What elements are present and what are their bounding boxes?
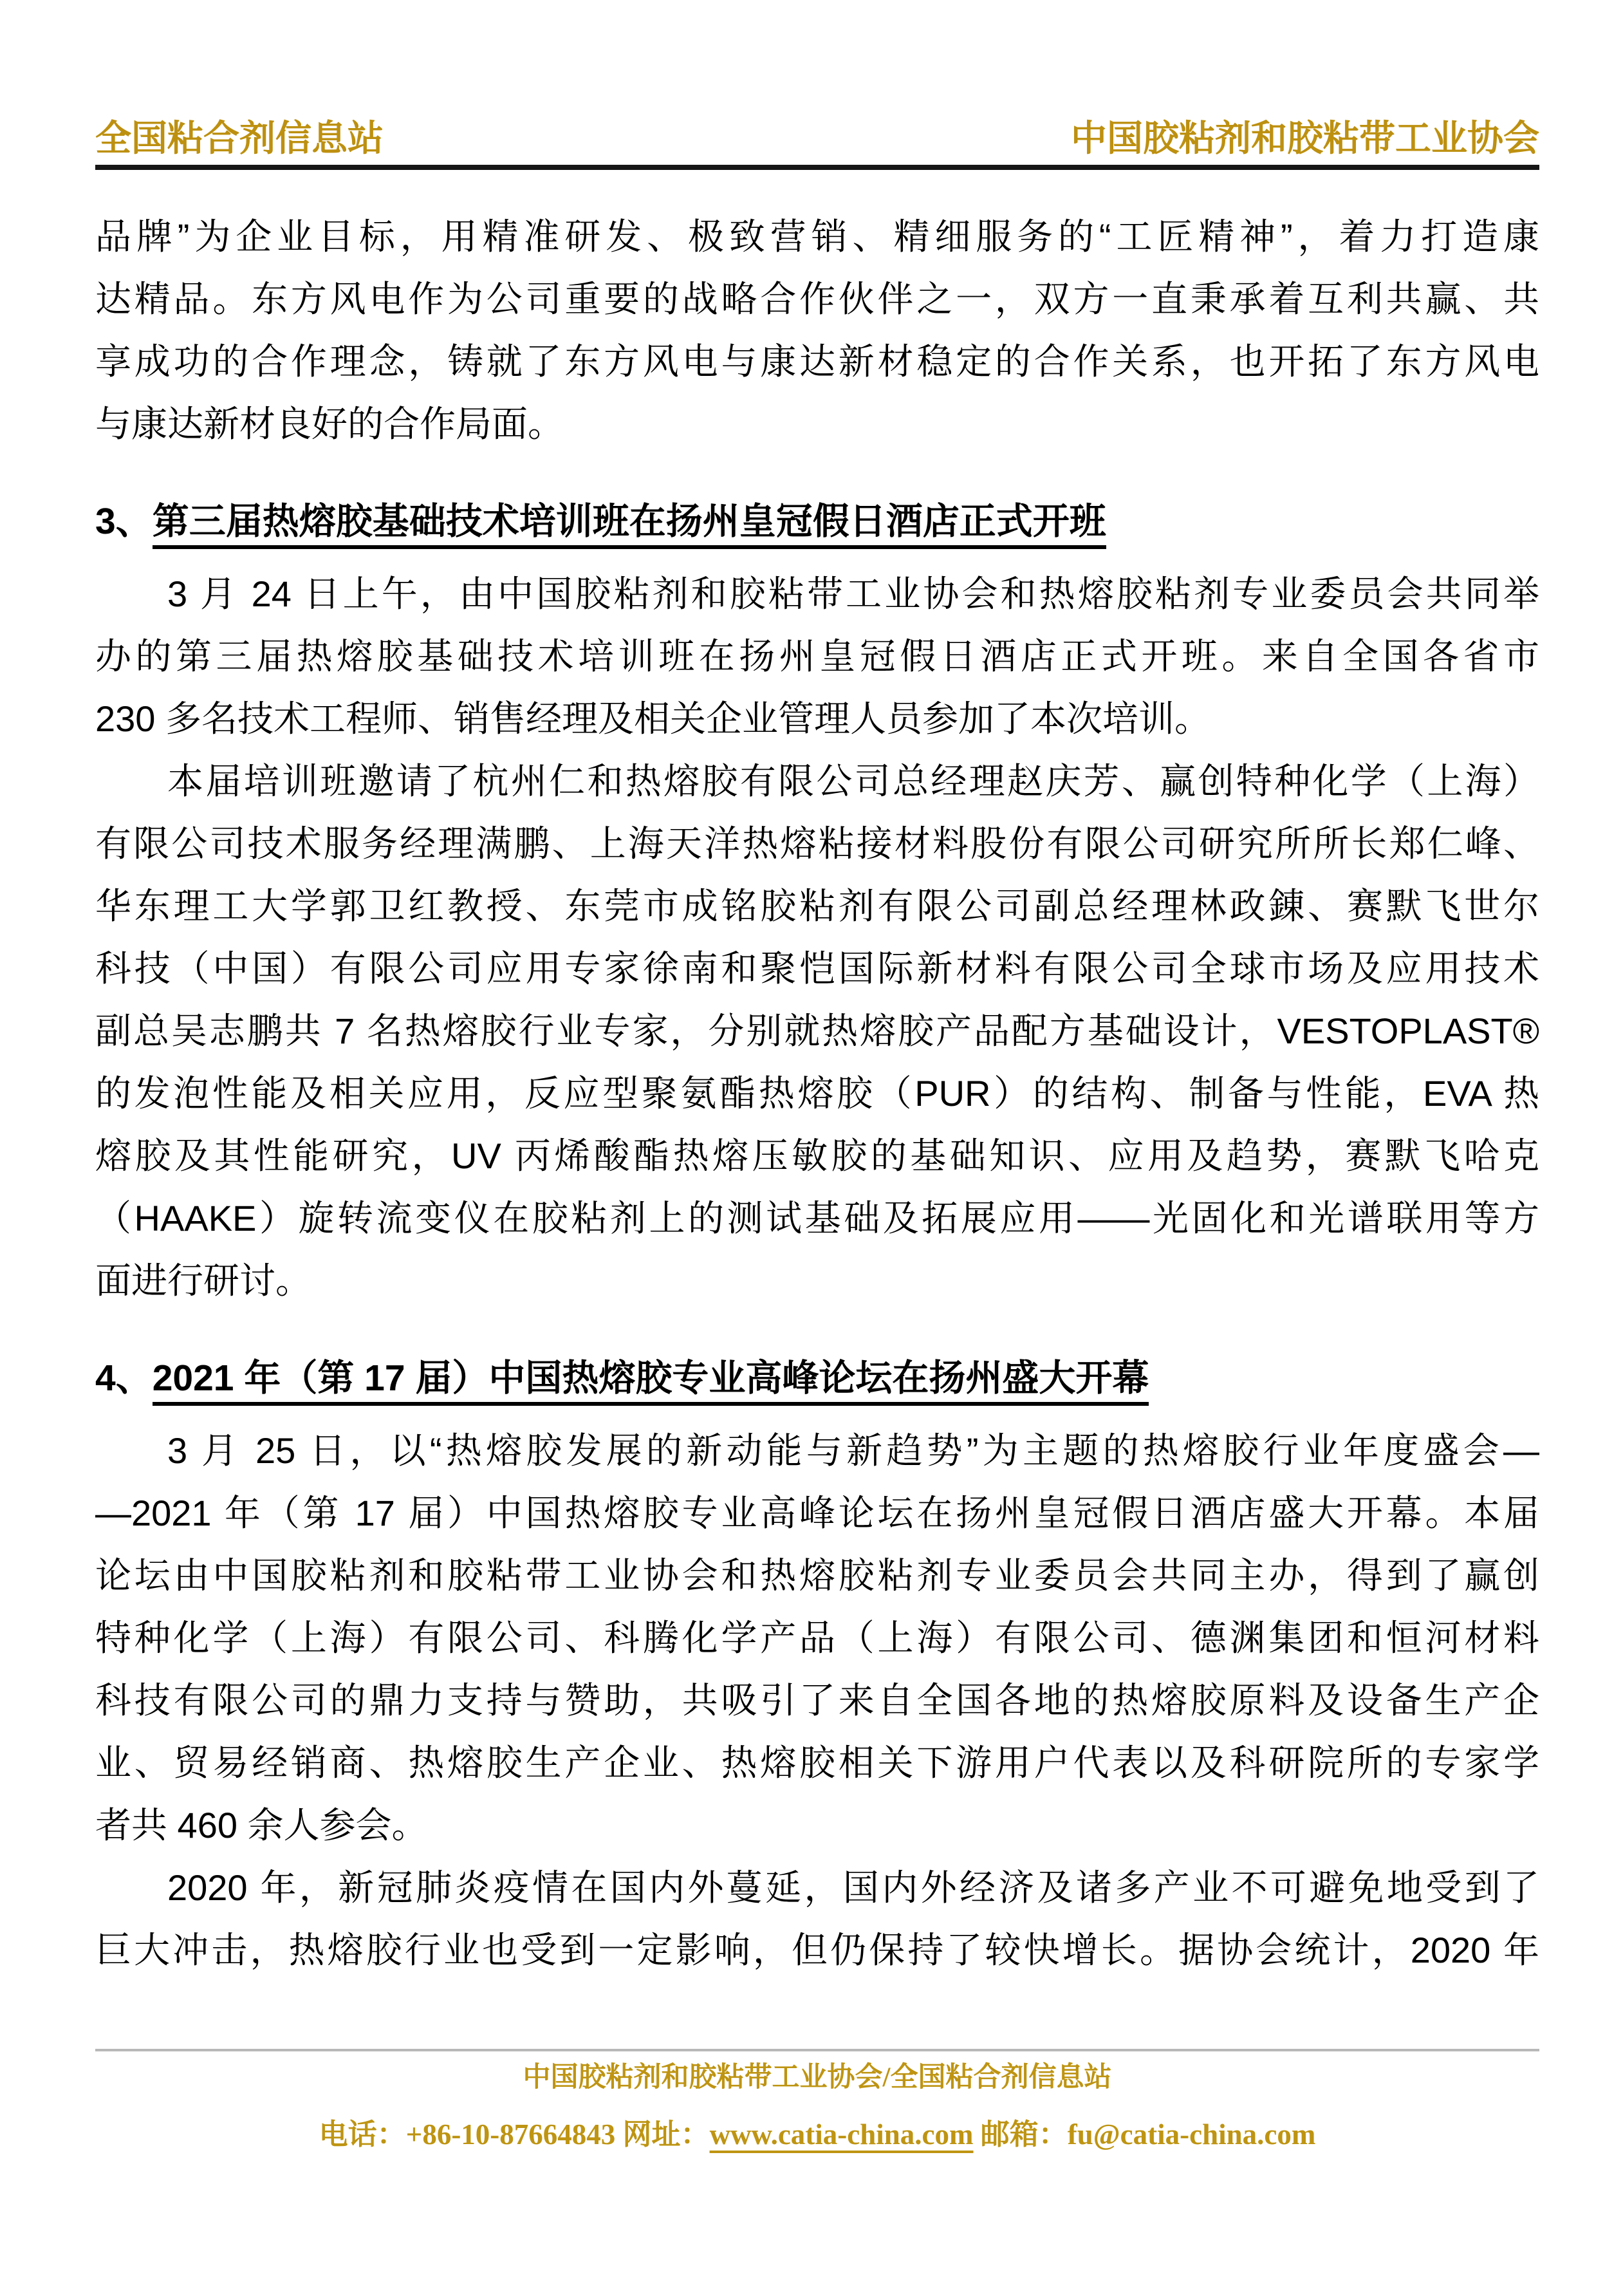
section-3-title: 第三届热熔胶基础技术培训班在扬州皇冠假日酒店正式开班	[153, 501, 1106, 549]
email-address: fu@catia-china.com	[1067, 2118, 1316, 2151]
text-line: （HAAKE）旋转流变仪在胶粘剂上的测试基础及拓展应用——光固化和光谱联用等方	[95, 1198, 1539, 1238]
text-line: —2021 年（第 17 届）中国热熔胶专业高峰论坛在扬州皇冠假日酒店盛大开幕。本届	[95, 1493, 1539, 1533]
page-header	[95, 0, 1539, 161]
section-3-heading	[95, 490, 1539, 553]
text-line: 华东理工大学郭卫红教授、东莞市成铭胶粘剂有限公司副总经理林政錬、赛默飞世尔	[95, 886, 1539, 926]
text-line: 与康达新材良好的合作局面。	[95, 404, 564, 444]
website-link[interactable]: www.catia-china.com	[709, 2118, 974, 2151]
text-line: 的发泡性能及相关应用，反应型聚氨酯热熔胶（PUR）的结构、制备与性能，EVA 热	[95, 1073, 1539, 1114]
intro-paragraph	[95, 205, 1539, 455]
text-line: 副总吴志鹏共 7 名热熔胶行业专家，分别就热熔胶产品配方基础设计，VESTOPLAST®	[95, 1011, 1539, 1051]
header-divider	[95, 165, 1539, 170]
footer-divider	[95, 2049, 1539, 2051]
text-line: 品牌”为企业目标，用精准研发、极致营销、精细服务的“工匠精神”，着力打造康	[95, 216, 1539, 257]
text-line: 论坛由中国胶粘剂和胶粘带工业协会和热熔胶粘剂专业委员会共同主办，得到了赢创	[95, 1555, 1539, 1596]
text-line: 本届培训班邀请了杭州仁和热熔胶有限公司总经理赵庆芳、赢创特种化学（上海）	[167, 761, 1539, 801]
text-line: 有限公司技术服务经理满鹏、上海天洋热熔粘接材料股份有限公司研究所所长郑仁峰、	[95, 823, 1539, 864]
header-right-title: 中国胶粘剂和胶粘带工业协会	[1071, 119, 1539, 159]
text-line: 者共 460 余人参会。	[95, 1805, 428, 1845]
text-line: 2020 年，新冠肺炎疫情在国内外蔓延，国内外经济及诸多产业不可避免地受到了	[167, 1867, 1539, 1908]
section-4-heading	[95, 1347, 1539, 1410]
footer-organization: 中国胶粘剂和胶粘带工业协会/全国粘合剂信息站	[523, 2062, 1112, 2093]
website-label: 网址：	[622, 2118, 710, 2151]
text-line: 办的第三届热熔胶基础技术培训班在扬州皇冠假日酒店正式开班。来自全国各省市	[95, 636, 1539, 677]
phone-label: 电话：	[319, 2118, 406, 2151]
text-line: 享成功的合作理念，铸就了东方风电与康达新材稳定的合作关系，也开拓了东方风电	[95, 341, 1539, 382]
text-line: 达精品。东方风电作为公司重要的战略合作伙伴之一，双方一直秉承着互利共赢、共	[95, 279, 1539, 319]
email-label: 邮箱：	[973, 2118, 1068, 2151]
document-body	[95, 205, 1539, 1981]
phone-number: +86-10-87664843	[405, 2118, 623, 2151]
section-3-number: 3、	[95, 501, 153, 542]
text-line: 业、贸易经销商、热熔胶生产企业、热熔胶相关下游用户代表以及科研院所的专家学	[95, 1742, 1539, 1783]
section-3-paragraph-1	[95, 563, 1539, 750]
text-line: 3 月 25 日，以“热熔胶发展的新动能与新趋势”为主题的热熔胶行业年度盛会—	[167, 1430, 1539, 1471]
text-line: 科技有限公司的鼎力支持与赞助，共吸引了来自全国各地的热熔胶原料及设备生产企	[95, 1680, 1539, 1721]
section-4-number: 4、	[95, 1358, 153, 1399]
text-line: 巨大冲击，热熔胶行业也受到一定影响，但仍保持了较快增长。据协会统计，2020 年	[95, 1930, 1539, 1970]
footer-contact-line	[95, 2117, 1539, 2152]
text-line: 科技（中国）有限公司应用专家徐南和聚恺国际新材料有限公司全球市场及应用技术	[95, 948, 1539, 989]
text-line: 熔胶及其性能研究，UV 丙烯酸酯热熔压敏胶的基础知识、应用及趋势，赛默飞哈克	[95, 1135, 1539, 1176]
page-footer	[95, 2049, 1539, 2152]
section-4-title: 2021 年（第 17 届）中国热熔胶专业高峰论坛在扬州盛大开幕	[153, 1358, 1149, 1406]
header-left-title: 全国粘合剂信息站	[95, 119, 384, 159]
text-line: 230 多名技术工程师、销售经理及相关企业管理人员参加了本次培训。	[95, 698, 1210, 739]
section-4-paragraph-2	[95, 1856, 1539, 1981]
section-3-paragraph-2	[95, 750, 1539, 1312]
section-4-paragraph-1	[95, 1419, 1539, 1856]
text-line: 特种化学（上海）有限公司、科腾化学产品（上海）有限公司、德渊集团和恒河材料	[95, 1618, 1539, 1658]
text-line: 3 月 24 日上午，由中国胶粘剂和胶粘带工业协会和热熔胶粘剂专业委员会共同举	[167, 574, 1539, 614]
text-line: 面进行研讨。	[95, 1260, 311, 1301]
